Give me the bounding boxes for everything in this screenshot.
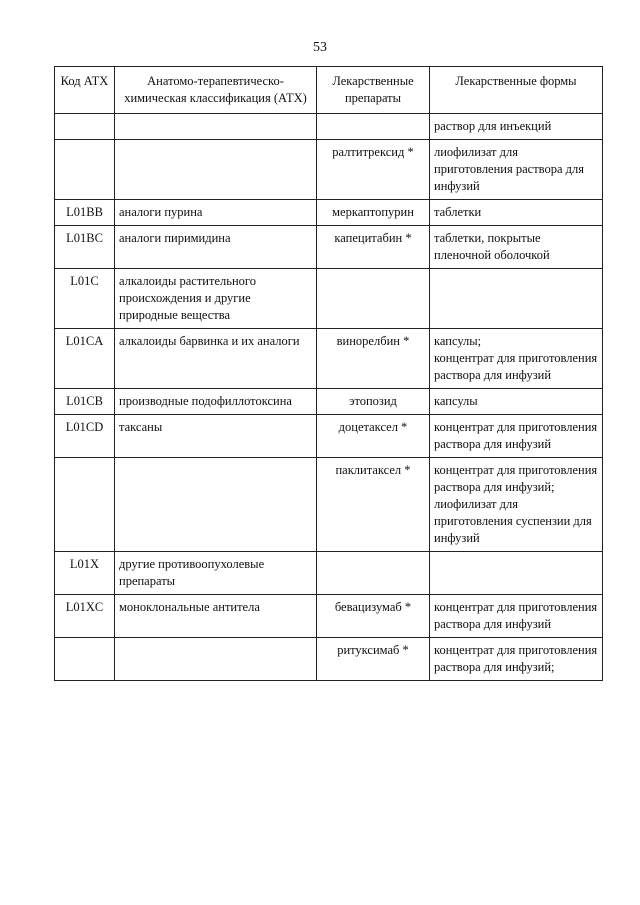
cell-drug (317, 269, 430, 329)
table-row (55, 595, 603, 638)
form-line: раствор для инъекций (434, 119, 552, 133)
table-header-row (55, 67, 603, 114)
header-classification: Анатомо-терапевтическо-химическая классификация (АТХ) (115, 67, 317, 114)
cell-classification: аналоги пурина (115, 200, 317, 226)
cell-drug: меркаптопурин (317, 200, 430, 226)
cell-forms (430, 638, 603, 681)
cell-code: L01CD (55, 415, 115, 458)
cell-classification (115, 140, 317, 200)
cell-drug (317, 114, 430, 140)
cell-forms (430, 140, 603, 200)
cell-drug: ралтитрексид * (317, 140, 430, 200)
table-row (55, 226, 603, 269)
page-number: 53 (313, 40, 327, 55)
cell-code: L01X (55, 552, 115, 595)
cell-forms (430, 595, 603, 638)
cell-drug: паклитаксел * (317, 458, 430, 552)
form-line: лиофилизат для приготовления раствора для инфузий (434, 145, 584, 193)
cell-drug: бевацизумаб * (317, 595, 430, 638)
header-code: Код АТХ (55, 67, 115, 114)
table-row (55, 200, 603, 226)
cell-drug (317, 552, 430, 595)
form-line: капсулы (434, 394, 478, 408)
table-row (55, 458, 603, 552)
cell-classification: алкалоиды растительного происхождения и другие природные вещества (115, 269, 317, 329)
cell-classification: моноклональные антитела (115, 595, 317, 638)
cell-code: L01BC (55, 226, 115, 269)
cell-drug: капецитабин * (317, 226, 430, 269)
cell-classification (115, 114, 317, 140)
cell-code: L01CB (55, 389, 115, 415)
cell-forms (430, 389, 603, 415)
form-line: таблетки, покрытые пленочной оболочкой (434, 231, 550, 262)
cell-code: L01CA (55, 329, 115, 389)
cell-code: L01XC (55, 595, 115, 638)
cell-classification: алкалоиды барвинка и их аналоги (115, 329, 317, 389)
cell-drug: ритуксимаб * (317, 638, 430, 681)
cell-code: L01C (55, 269, 115, 329)
cell-classification (115, 458, 317, 552)
cell-forms (430, 226, 603, 269)
table-row (55, 114, 603, 140)
form-line: лиофилизат для приготовления суспензии для инфузий (434, 497, 592, 545)
table-body (55, 114, 603, 681)
form-line: концентрат для приготовления раствора для инфузий (434, 351, 598, 382)
cell-code: L01BB (55, 200, 115, 226)
cell-drug: этопозид (317, 389, 430, 415)
cell-classification: аналоги пиримидина (115, 226, 317, 269)
cell-code (55, 458, 115, 552)
cell-classification: другие противоопухолевые препараты (115, 552, 317, 595)
cell-forms (430, 458, 603, 552)
cell-forms (430, 552, 603, 595)
table-row (55, 415, 603, 458)
cell-classification: производные подофиллотоксина (115, 389, 317, 415)
atx-drug-table (54, 66, 603, 681)
form-line: концентрат для приготовления раствора для инфузий; (434, 643, 598, 674)
cell-code (55, 638, 115, 681)
cell-code (55, 114, 115, 140)
cell-drug: доцетаксел * (317, 415, 430, 458)
cell-forms (430, 329, 603, 389)
table-row (55, 140, 603, 200)
form-line: концентрат для приготовления раствора для инфузий (434, 420, 598, 451)
table-row (55, 638, 603, 681)
cell-forms (430, 114, 603, 140)
form-line: концентрат для приготовления раствора для инфузий (434, 600, 598, 631)
form-line: таблетки (434, 205, 482, 219)
header-forms: Лекарственные формы (430, 67, 603, 114)
table-row (55, 329, 603, 389)
table-row (55, 389, 603, 415)
cell-classification: таксаны (115, 415, 317, 458)
cell-code (55, 140, 115, 200)
form-line: капсулы; (434, 334, 482, 348)
cell-drug: винорелбин * (317, 329, 430, 389)
form-line: концентрат для приготовления раствора для инфузий; (434, 463, 598, 494)
table-row (55, 269, 603, 329)
cell-forms (430, 269, 603, 329)
header-drugs: Лекарственные препараты (317, 67, 430, 114)
cell-forms (430, 200, 603, 226)
cell-forms (430, 415, 603, 458)
cell-classification (115, 638, 317, 681)
table-row (55, 552, 603, 595)
